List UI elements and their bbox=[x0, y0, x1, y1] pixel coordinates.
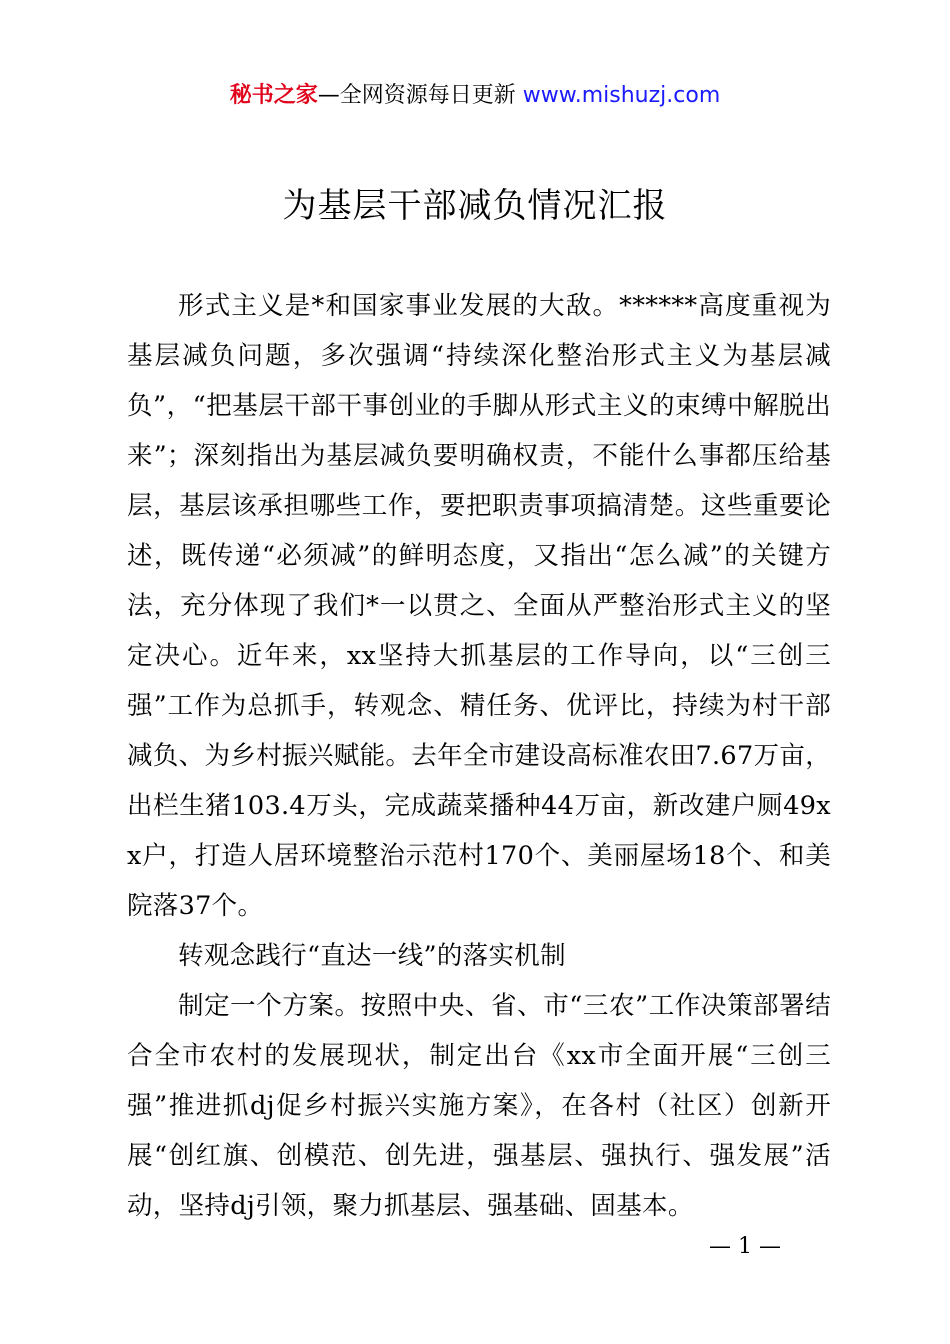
document-title: 为基层干部减负情况汇报 bbox=[282, 186, 668, 226]
site-brand: 秘书之家 bbox=[229, 83, 318, 108]
site-tagline: —全网资源每日更新 bbox=[317, 83, 516, 108]
paragraph-intro: 形式主义是*和国家事业发展的大敌。******高度重视为基层减负问题，多次强调“持续深化整治形式主义为基层减负”，“把基层干部干事创业的手脚从形式主义的束缚中解脱出来”；深刻指出为基层减负要明确权责，不能什么事都压给基层，基层该承担哪些工作，要把职责事项搞清楚。这些重要论述，既传递“必须减”的鲜明态度，又指出“怎么减”的关键方法，充分体现了我们*一以贯之、全面从严整治形式主义的坚定决心。近年来，xx坚持大抓基层的工作导向，以“三创三强”工作为总抓手，转观念、精任务、优评比，持续为村干部减负、为乡村振兴赋能。去年全市建设高标准农田7.67万亩，出栏生猪103.4万头，完成蔬菜播种44万亩，新改建户厕49xx户，打造人居环境整治示范村170个、美丽屋场18个、和美院落37个。 bbox=[127, 291, 831, 921]
site-url-link[interactable]: www.mishuzj.com bbox=[522, 83, 721, 108]
paragraph-plan: 制定一个方案。按照中央、省、市“三农”工作决策部署结合全市农村的发展现状，制定出台《xx市全面开展“三创三强”推进抓dj促乡村振兴实施方案》，在各村（社区）创新开展“创红旗、创模范、创先进，强基层、强执行、强发展”活动，坚持dj引领，聚力抓基层、强基础、固基本。 bbox=[127, 991, 831, 1221]
site-header bbox=[0, 80, 950, 112]
section-heading: 转观念践行“直达一线”的落实机制 bbox=[178, 941, 566, 971]
document-body bbox=[127, 281, 831, 1231]
page-number: — 1 — bbox=[709, 1234, 781, 1259]
